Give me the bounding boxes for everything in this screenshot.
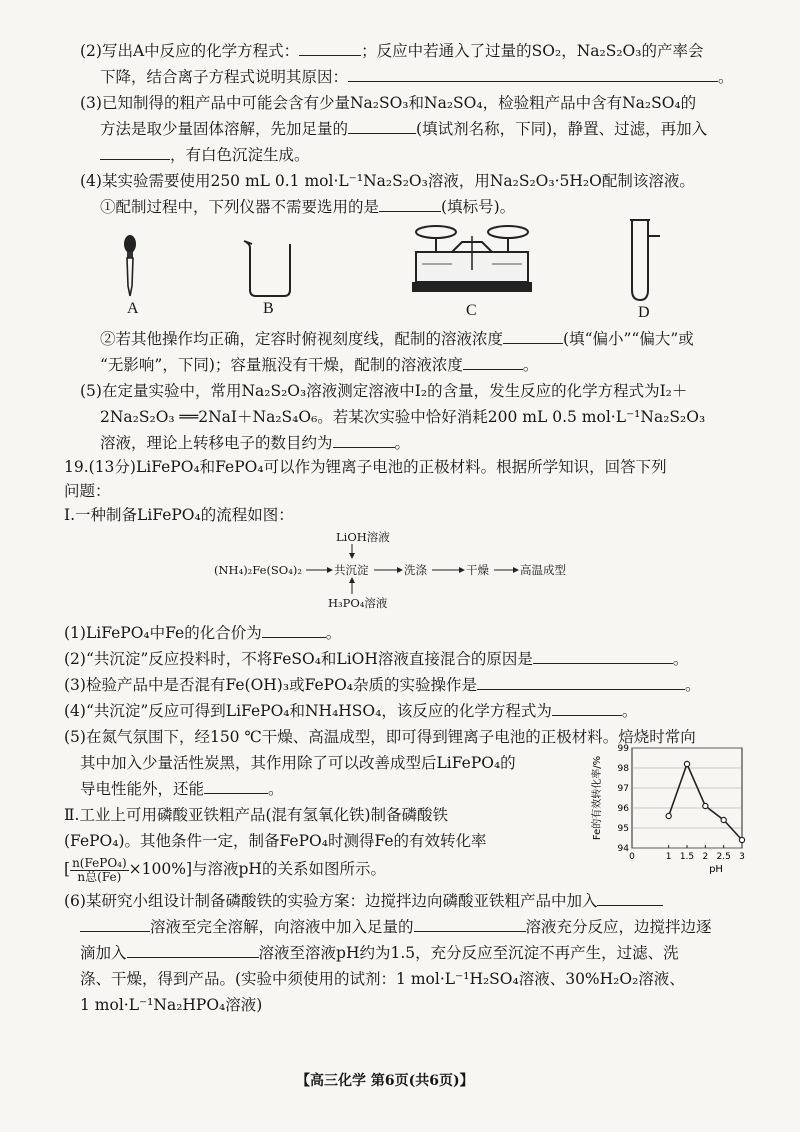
q19-p4: (4)“共沉淀”反应可得到LiFePO₄和NH₄HSO₄，该反应的化学方程式为 。 xyxy=(64,702,638,720)
flow-step-mold: 高温成型 xyxy=(520,563,566,577)
q19-section-2-line2: (FePO₄)。其他条件一定，制备FePO₄时测得Fe的有效转化率 xyxy=(64,832,487,850)
series-line xyxy=(669,764,742,840)
beaker-icon xyxy=(240,238,300,300)
q19-p6-line3: 滴加入 溶液至溶液pH约为1.5，充分反应至沉淀不再产生，过滤、洗 xyxy=(80,944,679,962)
q18-p3-line3: ，有白色沉淀生成。 xyxy=(100,144,310,166)
answer-blank[interactable] xyxy=(533,649,673,664)
q19-p2: (2)“共沉淀”反应投料时，不将FeSO₄和LiOH溶液直接混合的原因是 。 xyxy=(64,650,689,668)
y-tick-label: 99 xyxy=(617,744,629,754)
option-label-d: D xyxy=(638,304,650,321)
data-point xyxy=(703,803,708,808)
flow-top-reagent: LiOH溶液 xyxy=(336,530,390,544)
efficiency-fraction: $\frac{\text{n(FePO₄)}}{\text{n总(Fe)}}$ xyxy=(72,855,127,884)
y-axis-label: Fe的有效转化率/% xyxy=(592,755,603,841)
q19-p5-line1: (5)在氮气氛围下，经150 ℃干燥、高温成型，即可得到锂离子电池的正极材料。焙烧时常向 xyxy=(64,728,696,746)
answer-blank[interactable] xyxy=(379,197,441,212)
x-tick-label: 1 xyxy=(665,852,672,862)
x-tick-label: 0 xyxy=(629,852,635,862)
data-point xyxy=(721,817,726,822)
flow-start: (NH₄)₂Fe(SO₄)₂ xyxy=(214,563,302,577)
data-point xyxy=(666,813,671,818)
flow-step-coprecipitation: 共沉淀 xyxy=(334,563,369,577)
q19-p6-line4: 涤、干燥，得到产品。(实验中须使用的试剂：1 mol·L⁻¹H₂SO₄溶液、30%H₂O₂溶液、 xyxy=(80,970,685,988)
q19-p3: (3)检验产品中是否混有Fe(OH)₃或FePO₄杂质的实验操作是 。 xyxy=(64,676,701,694)
x-tick-label: 2.5 xyxy=(716,852,731,862)
q19-section-2-line3: [ $\frac{\text{n(FePO₄)}}{\text{n总(Fe)}}$ ×100%]与溶液pH的关系如图所示。 xyxy=(64,855,386,884)
flow-bottom-reagent: H₃PO₄溶液 xyxy=(328,596,388,610)
answer-blank[interactable] xyxy=(348,67,718,82)
q18-p3-line2: 方法是取少量固体溶解，先加足量的 (填试剂名称，下同)，静置、过滤，再加入 xyxy=(100,120,708,138)
q18-p2-line1: (2)写出A中反应的化学方程式： ；反应中若通入了过量的SO₂，Na₂S₂O₃的产率会 xyxy=(80,42,704,60)
answer-blank[interactable] xyxy=(503,329,563,344)
q18-p2-line2: 下降，结合离子方程式说明其原因： 。 xyxy=(100,68,734,86)
answer-blank[interactable] xyxy=(463,355,523,370)
answer-blank[interactable] xyxy=(262,623,326,638)
q18-p4-line1: (4)某实验需要使用250 mL 0.1 mol·L⁻¹Na₂S₂O₃溶液，用Na₂S₂O₃·5H₂O配制该溶液。 xyxy=(80,172,695,190)
page-footer: 【高三化学 第6页(共6页)】 xyxy=(296,1073,474,1089)
y-tick-label: 96 xyxy=(617,804,629,814)
answer-blank[interactable] xyxy=(127,943,259,958)
q19-p5-line2: 其中加入少量活性炭黑，其作用除了可以改善成型后LiFePO₄的 xyxy=(80,754,516,772)
flow-step-dry: 干燥 xyxy=(466,563,489,577)
y-tick-label: 94 xyxy=(617,844,629,854)
q18-p3-line1: (3)已知制得的粗产品中可能会含有少量Na₂SO₃和Na₂SO₄，检验粗产品中含有Na₂SO₄的 xyxy=(80,94,697,112)
q18-p4-line3: ②若其他操作均正确，定容时俯视刻度线，配制的溶液浓度 (填“偏小”“偏大”或 xyxy=(100,330,694,348)
x-tick-label: 1.5 xyxy=(679,852,695,862)
flow-arrows xyxy=(300,540,530,600)
q18-p4-line2: ①配制过程中，下列仪器不需要选用的是 (填标号)。 xyxy=(100,198,516,216)
y-tick-label: 95 xyxy=(617,824,629,834)
q19-section-1: Ⅰ.一种制备LiFePO₄的流程如图： xyxy=(64,506,294,524)
answer-blank[interactable] xyxy=(100,145,170,160)
q19-head-line2: 问题： xyxy=(64,482,111,500)
y-tick-label: 97 xyxy=(617,784,629,794)
q19-p6-line5: 1 mol·L⁻¹Na₂HPO₄溶液) xyxy=(80,996,263,1014)
x-tick-label: 3 xyxy=(739,852,745,862)
option-label-c: C xyxy=(466,302,477,319)
balance-scale-icon xyxy=(412,222,532,302)
q19-head-line1: 19.(13分)LiFePO₄和FePO₄可以作为锂离子电池的正极材料。根据所学知识，回答下列 xyxy=(64,458,667,476)
q18-p5-line1: (5)在定量实验中，常用Na₂S₂O₃溶液测定溶液中I₂的含量，发生反应的化学方程式为I₂＋ xyxy=(80,382,688,400)
test-tube-icon xyxy=(620,216,670,304)
option-label-b: B xyxy=(263,300,274,317)
q19-p1: (1)LiFePO₄中Fe的化合价为 。 xyxy=(64,624,342,642)
option-label-a: A xyxy=(127,300,139,317)
answer-blank[interactable] xyxy=(333,433,395,448)
y-tick-label: 98 xyxy=(617,764,629,774)
answer-blank[interactable] xyxy=(552,701,622,716)
answer-blank[interactable] xyxy=(348,119,416,134)
data-point xyxy=(684,761,689,766)
flow-step-wash: 洗涤 xyxy=(404,563,427,577)
answer-blank[interactable] xyxy=(477,675,685,690)
q19-p6-line1: (6)某研究小组设计制备磷酸铁的实验方案：边搅拌边向磷酸亚铁粗产品中加入 xyxy=(64,890,663,912)
q18-p5-line2: 2Na₂S₂O₃ ══2NaI＋Na₂S₄O₆。若某次实验中恰好消耗200 mL 0.5 mol·L⁻¹Na₂S₂O₃ xyxy=(100,408,706,426)
fe-conversion-vs-ph-chart xyxy=(586,740,756,875)
x-tick-label: 2 xyxy=(702,852,709,862)
q19-section-2-line1: Ⅱ.工业上可用磷酸亚铁粗产品(混有氢氧化铁)制备磷酸铁 xyxy=(64,806,449,824)
q19-p5-line3: 导电性能外，还能 。 xyxy=(80,780,284,798)
q18-p5-line3: 溶液，理论上转移电子的数目约为 。 xyxy=(100,434,411,452)
q19-p6-line2: 溶液至完全溶解，向溶液中加入足量的 溶液充分反应，边搅拌边逐 xyxy=(80,916,712,938)
q18-p4-line4: “无影响”，下同)；容量瓶没有干燥，配制的溶液浓度 。 xyxy=(100,356,539,374)
answer-blank[interactable] xyxy=(299,41,361,56)
data-point xyxy=(739,837,744,842)
dropper-icon xyxy=(110,230,150,300)
answer-blank[interactable] xyxy=(80,917,150,932)
answer-blank[interactable] xyxy=(204,779,268,794)
x-axis-label: pH xyxy=(709,864,723,875)
answer-blank[interactable] xyxy=(414,917,526,932)
answer-blank[interactable] xyxy=(597,891,663,906)
